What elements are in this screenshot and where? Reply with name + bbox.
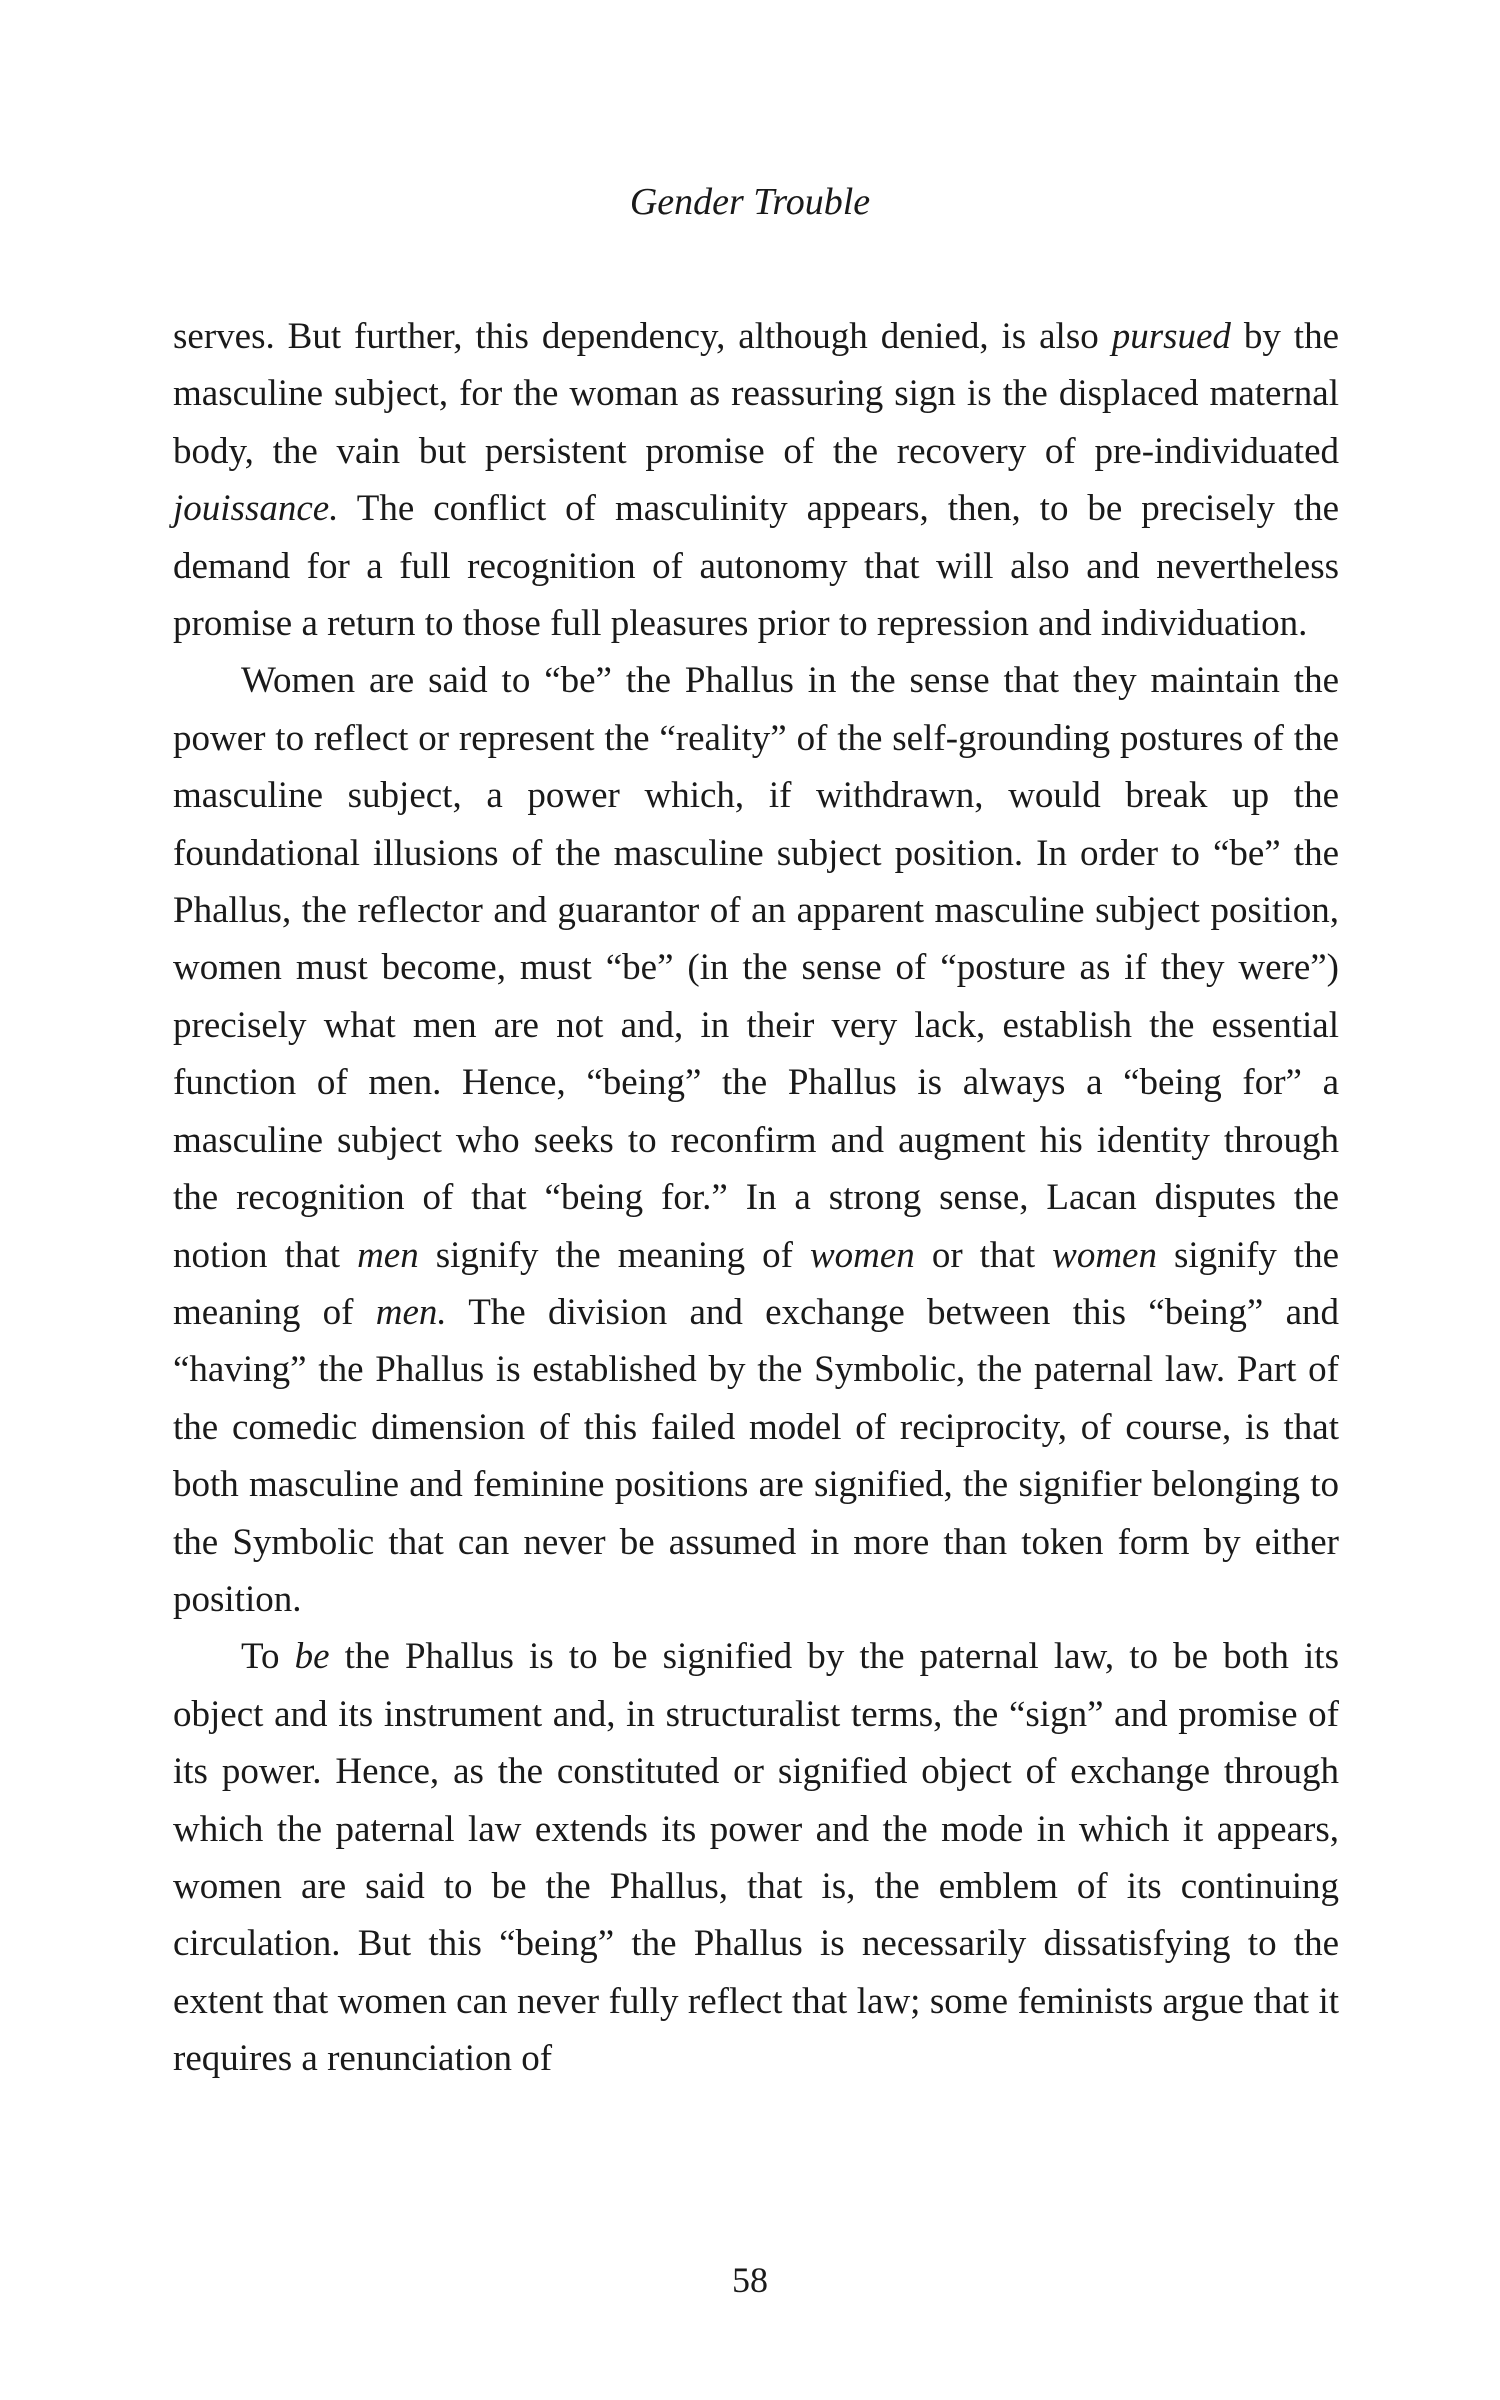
text-run: by the masculine subject, for the woman as reassuring sign is the displaced maternal body, the vain but persistent promise of the recovery of pre-individuated — [173, 316, 1339, 472]
text-run: serves. But further, this dependency, although denied, is also — [173, 316, 1112, 357]
text-run: signify the meaning of — [418, 1234, 810, 1276]
italic-text: jouissance. — [173, 488, 339, 530]
text-run: the Phallus is to be signified by the paternal law, to be both its object and its instrument and, in structuralist terms, the “sign” and promise of its power. Hence, as the constituted or signified object of exchange through which the paternal law extends its power and the mode in which it appears, women are said to be the Phallus, that is, the emblem of its continuing circulation. But this “being” the Phallus is necessarily dissatisfying to the extent that women can never fully reflect that law; some feminists argue that it requires a renunciation of — [173, 1636, 1339, 2080]
paragraph — [173, 1628, 1339, 2087]
paragraph — [173, 652, 1339, 1628]
page-number: 58 — [732, 2260, 768, 2300]
italic-text: be — [294, 1636, 330, 1678]
italic-text: women — [1052, 1234, 1157, 1276]
italic-text: pursued — [1111, 316, 1231, 357]
body-text — [173, 308, 1339, 2088]
italic-text: men — [357, 1234, 419, 1276]
text-run: The conflict of masculinity appears, then, to be precisely the demand for a full recognition of autonomy that will also and nevertheless promise a return to those full pleasures prior to repression and individuation. — [173, 488, 1339, 645]
running-head: Gender Trouble — [629, 181, 871, 223]
italic-text: women — [809, 1234, 915, 1276]
text-run: signify the meaning of — [173, 1234, 1339, 1333]
text-run: or that — [914, 1234, 1053, 1276]
italic-text: men. — [375, 1291, 447, 1333]
text-run: The division and exchange between this “being” and “having” the Phallus is established by the Symbolic, the paternal law. Part of the comedic dimension of this failed model of reciprocity, of course, is that both masculine and feminine positions are signified, the signifier belonging to the Symbolic that can never be assumed in more than token form by either position. — [173, 1291, 1339, 1620]
text-run: Women are said to “be” the Phallus in the sense that they maintain the power to reflect or represent the “reality” of the self-grounding postures of the masculine subject, a power which, if withdrawn, would break up the foundational illusions of the masculine subject position. In order to “be” the Phallus, the reflector and guarantor of an apparent masculine subject position, women must become, must “be” (in the sense of “posture as if they were”) precisely what men are not and, in their very lack, establish the essential function of men. Hence, “being” the Phallus is always a “being for” a masculine subject who seeks to reconfirm and augment his identity through the recognition of that “being for.” In a strong sense, Lacan disputes the notion that — [173, 660, 1339, 1276]
paragraph — [173, 308, 1339, 652]
text-run: To — [241, 1636, 295, 1678]
